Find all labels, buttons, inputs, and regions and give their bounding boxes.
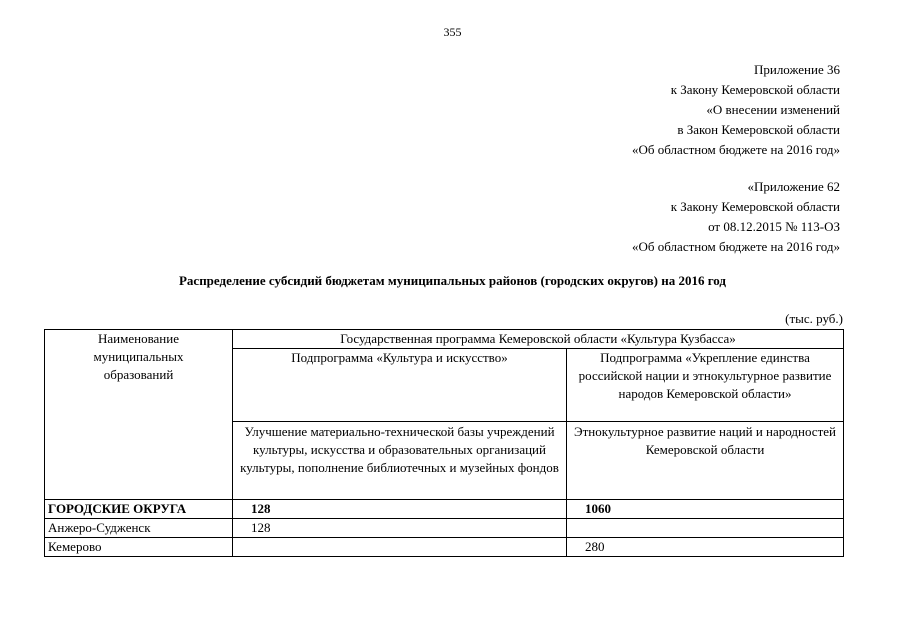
row-value-culture: 128 [233,519,567,538]
appendix-line: в Закон Кемеровской области [677,122,840,137]
header-name-line: муниципальных [93,349,184,364]
row-value-culture: 128 [233,500,567,519]
appendix-36-block [632,60,840,160]
row-name: Анжеро-Судженск [45,519,233,538]
header-measure-ethnocultural: Этнокультурное развитие наций и народностей Кемеровской области [567,422,844,500]
header-subprogram-culture: Подпрограмма «Культура и искусство» [233,349,567,422]
header-municipality-name [45,330,233,500]
row-name: ГОРОДСКИЕ ОКРУГА [45,500,233,519]
document-title: Распределение субсидий бюджетам муниципальных районов (городских округов) на 2016 год [178,273,727,288]
header-name-line: Наименование [98,331,179,346]
appendix-line: от 08.12.2015 № 113-ОЗ [708,219,840,234]
appendix-line: «Приложение 62 [747,179,840,194]
appendix-line: «Об областном бюджете на 2016 год» [632,239,840,254]
appendix-line: «Об областном бюджете на 2016 год» [632,142,840,157]
table-row [45,538,844,557]
appendix-line: Приложение 36 [753,62,840,77]
header-program: Государственная программа Кемеровской области «Культура Кузбасса» [233,330,844,349]
row-name: Кемерово [45,538,233,557]
appendix-line: к Закону Кемеровской области [670,199,840,214]
row-value-ethno: 280 [567,538,844,557]
row-value-ethno [567,519,844,538]
appendix-line: «О внесении изменений [706,102,840,117]
table-row-total [45,500,844,519]
appendix-line: к Закону Кемеровской области [670,82,840,97]
page-number: 355 [443,25,462,39]
units-label: (тыс. руб.) [785,311,843,326]
appendix-62-block [632,177,840,257]
header-name-line: образований [103,367,174,382]
subsidy-table [44,329,844,557]
header-subprogram-unity: Подпрограмма «Укрепление единства российской нации и этнокультурное развитие народов Кемеровской области» [567,349,844,422]
header-measure-material-base: Улучшение материально-технической базы учреждений культуры, искусства и образовательных организаций культуры, пополнение библиотечных и музейных фондов [233,422,567,500]
row-value-culture [233,538,567,557]
table-row [45,519,844,538]
row-value-ethno: 1060 [567,500,844,519]
